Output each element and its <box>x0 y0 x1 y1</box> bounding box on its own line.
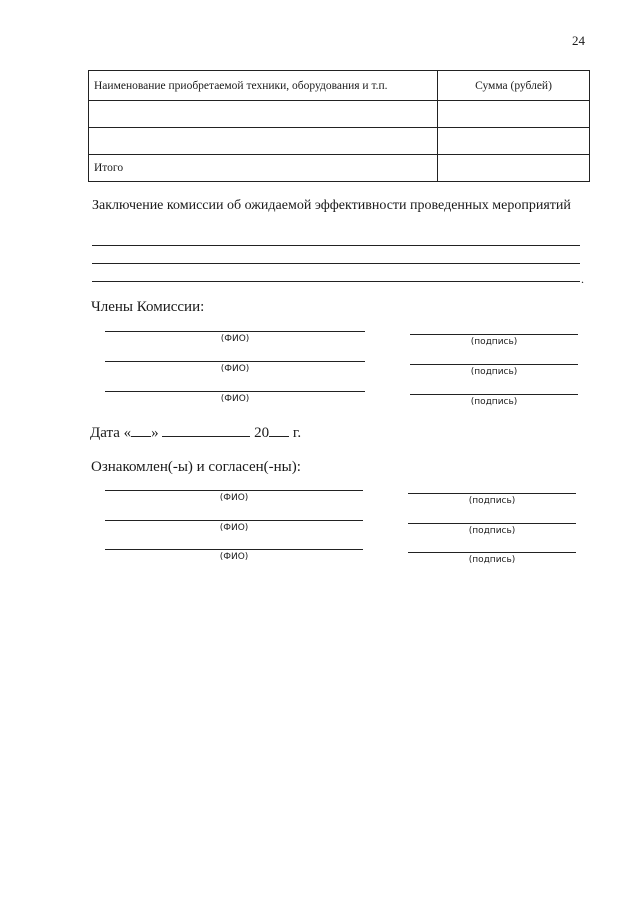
member-fio-line[interactable] <box>105 361 365 362</box>
member-signature-caption: (подпись) <box>470 337 518 347</box>
date-close-quote: » <box>151 425 159 441</box>
ack-signature-caption: (подпись) <box>468 555 516 565</box>
ack-fio-caption: (ФИО) <box>219 552 249 562</box>
ack-fio-line[interactable] <box>105 490 363 491</box>
page-number: 24 <box>572 33 585 48</box>
header-sum-cell: Сумма (рублей) <box>438 71 590 101</box>
table-row <box>89 128 590 155</box>
date-year-suffix: г. <box>292 425 302 441</box>
equipment-table <box>88 70 590 182</box>
conclusion-line-2[interactable] <box>92 263 580 264</box>
date-label: Дата <box>90 425 120 441</box>
ack-fio-line[interactable] <box>105 520 363 521</box>
total-label-cell: Итого <box>89 155 438 182</box>
member-fio-caption: (ФИО) <box>220 334 250 344</box>
table-header-row <box>89 71 590 101</box>
member-fio-caption: (ФИО) <box>220 364 250 374</box>
name-cell[interactable] <box>89 101 438 128</box>
header-name-cell: Наименование приобретаемой техники, оборудования и т.п. <box>89 71 438 101</box>
date-day-blank[interactable] <box>131 423 151 437</box>
member-fio-line[interactable] <box>105 391 365 392</box>
members-title: Члены Комиссии: <box>91 299 205 315</box>
ack-fio-caption: (ФИО) <box>219 523 249 533</box>
conclusion-end-mark: . <box>581 272 584 286</box>
total-sum-cell[interactable] <box>438 155 590 182</box>
ack-fio-line[interactable] <box>105 549 363 550</box>
member-signature-line[interactable] <box>410 334 578 335</box>
ack-signature-caption: (подпись) <box>468 526 516 536</box>
ack-signature-line[interactable] <box>408 523 576 524</box>
date-open-quote: « <box>123 425 132 441</box>
member-signature-caption: (подпись) <box>470 397 518 407</box>
acknowledged-title: Ознакомлен(-ы) и согласен(-ны): <box>91 459 301 475</box>
date-month-blank[interactable] <box>162 423 250 437</box>
ack-fio-caption: (ФИО) <box>219 493 249 503</box>
table-row <box>89 101 590 128</box>
ack-signature-caption: (подпись) <box>468 496 516 506</box>
date-century: 20 <box>254 425 270 441</box>
name-cell[interactable] <box>89 128 438 155</box>
member-signature-line[interactable] <box>410 364 578 365</box>
sum-cell[interactable] <box>438 128 590 155</box>
ack-signature-line[interactable] <box>408 493 576 494</box>
table-total-row <box>89 155 590 182</box>
member-signature-line[interactable] <box>410 394 578 395</box>
date-line <box>90 423 301 442</box>
member-fio-caption: (ФИО) <box>220 394 250 404</box>
conclusion-line-1[interactable] <box>92 245 580 246</box>
ack-signature-line[interactable] <box>408 552 576 553</box>
conclusion-line-3[interactable] <box>92 281 580 282</box>
conclusion-heading: Заключение комиссии об ожидаемой эффективности проведенных мероприятий <box>92 198 571 213</box>
sum-cell[interactable] <box>438 101 590 128</box>
date-year-blank[interactable] <box>269 423 289 437</box>
member-signature-caption: (подпись) <box>470 367 518 377</box>
member-fio-line[interactable] <box>105 331 365 332</box>
